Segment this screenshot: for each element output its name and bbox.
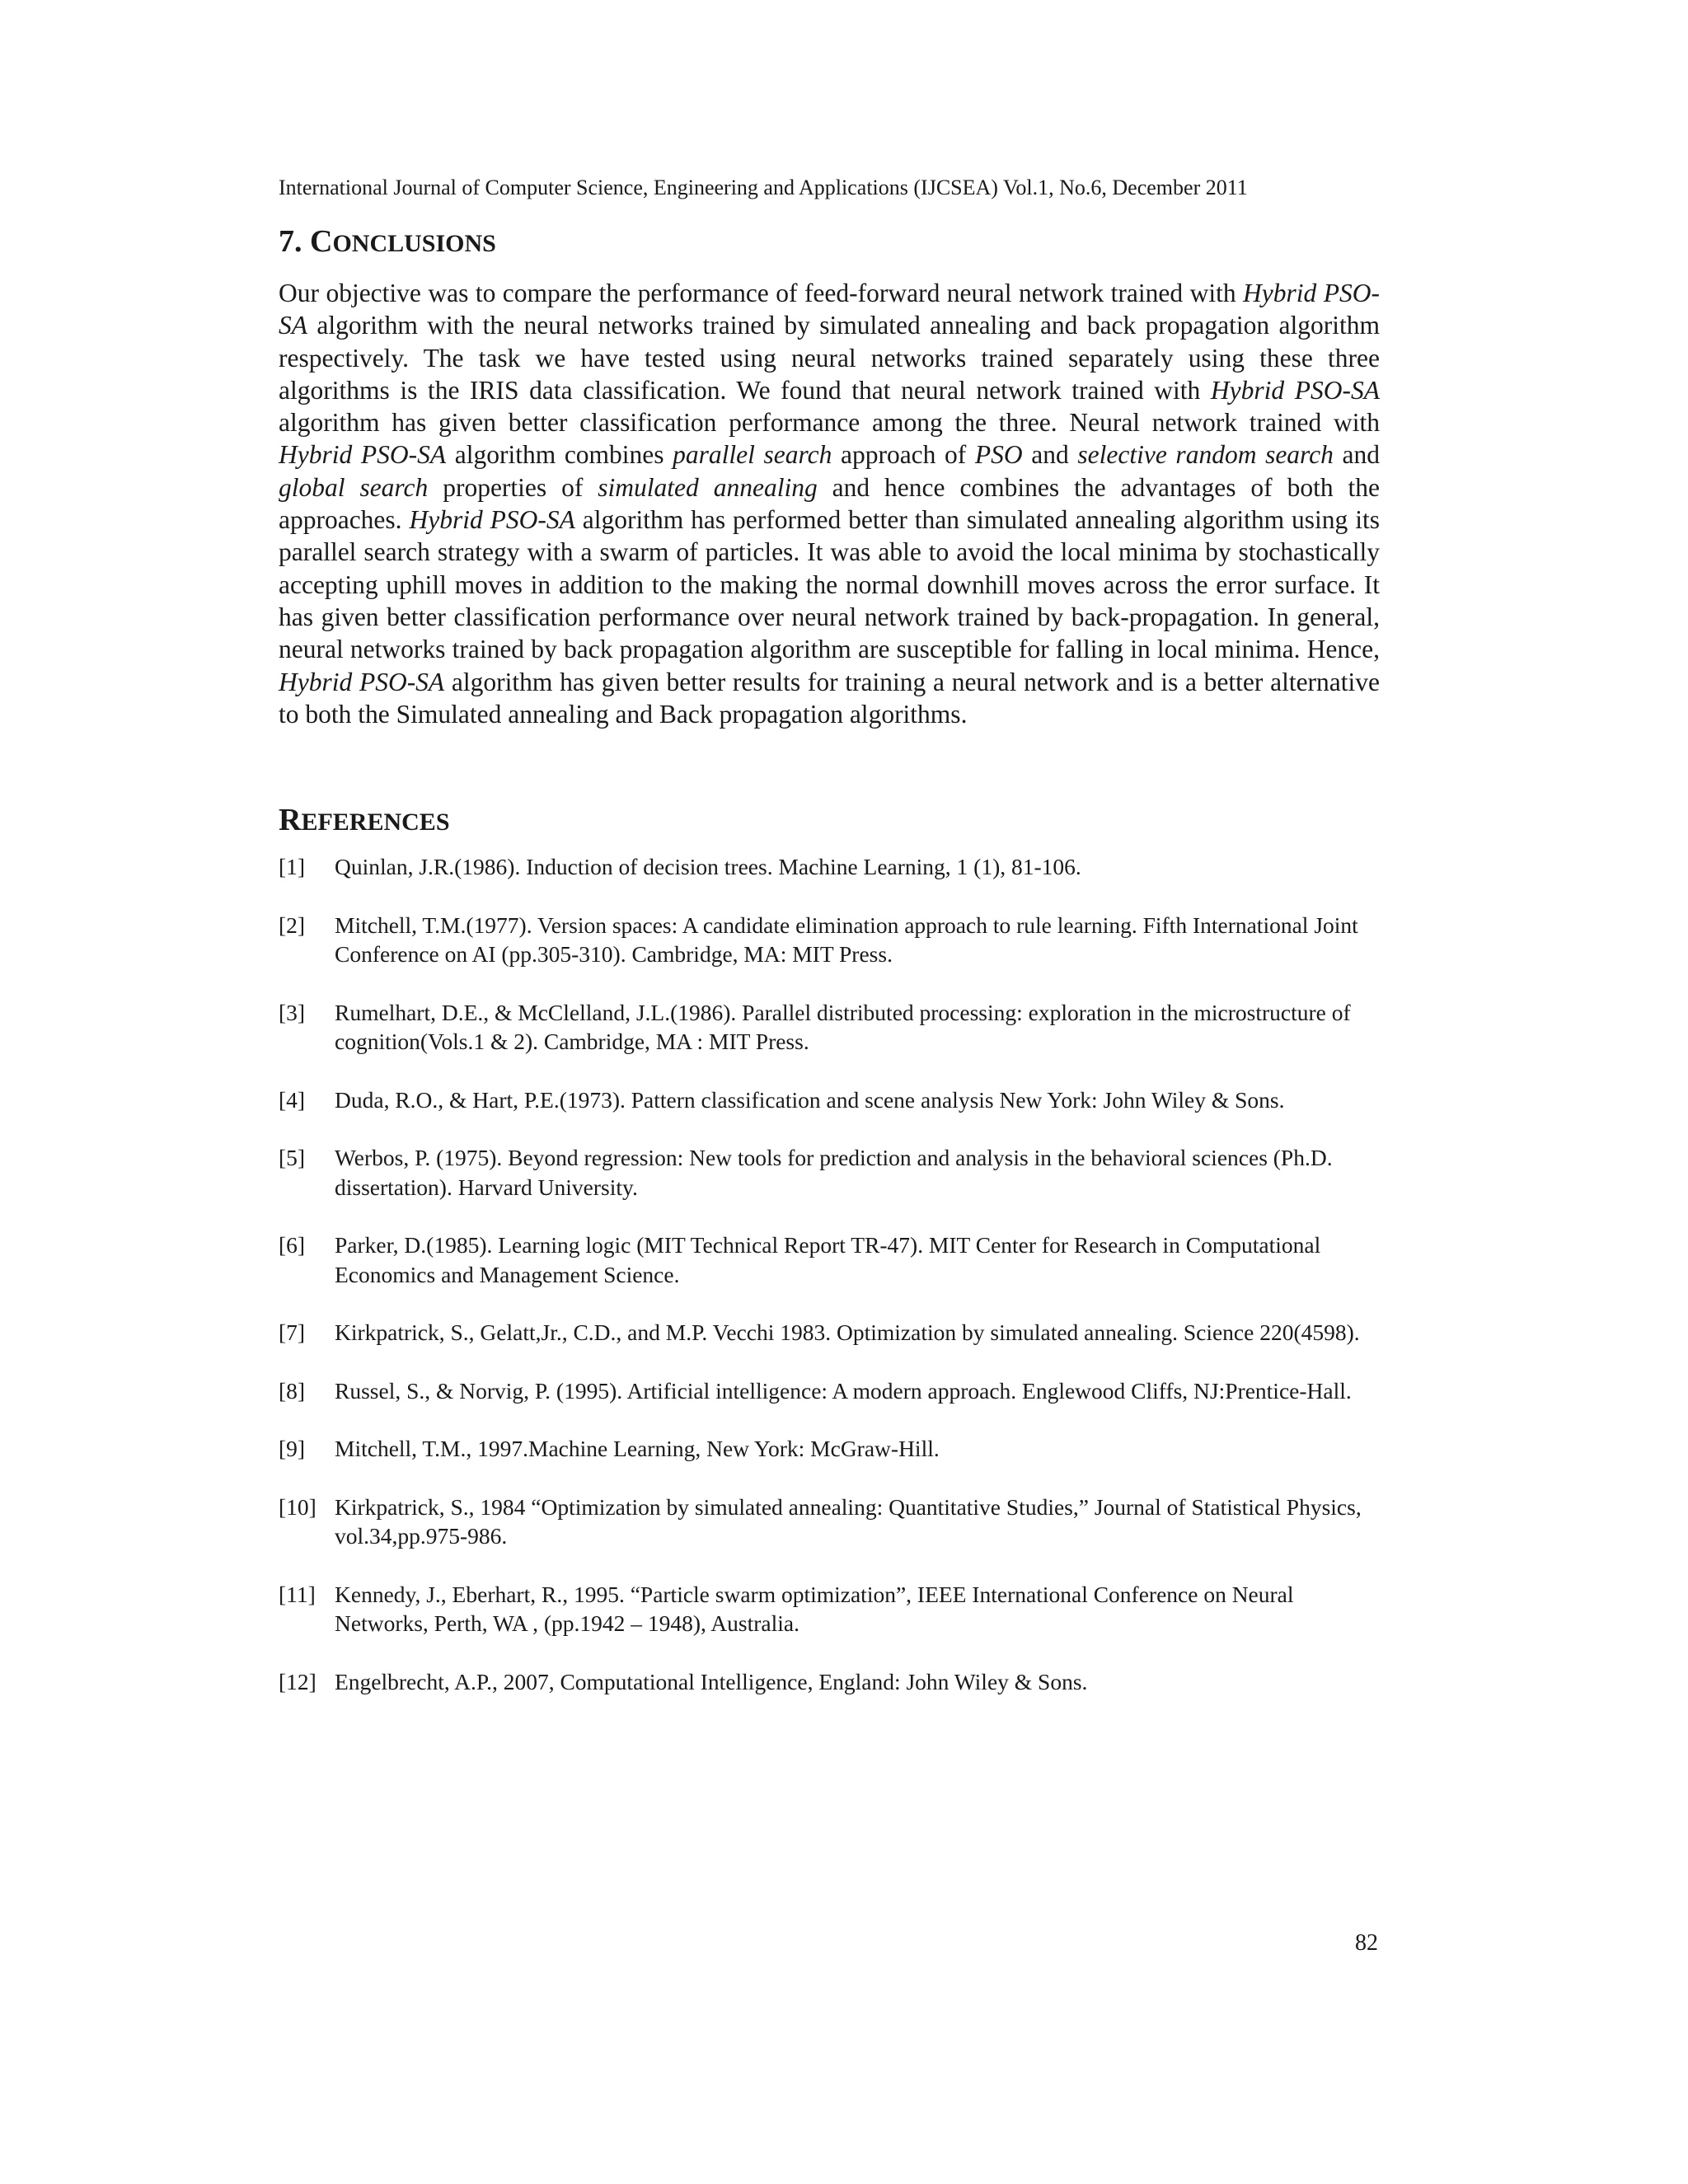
- heading-rest: EFERENCES: [301, 808, 450, 836]
- reference-item: [279, 1493, 1383, 1551]
- body-text: algorithm with the neural networks trained by simulated annealing and back propagation algorithm respectively. The task we have tested using neural networks trained separately using these three algorithms is the IRIS data classification. We found that neural network trained with: [279, 311, 1380, 405]
- italic-term: Hybrid PSO-SA: [279, 667, 445, 696]
- reference-number: [3]: [279, 999, 306, 1025]
- body-text: properties of: [428, 472, 598, 502]
- reference-text: Mitchell, T.M.(1977). Version spaces: A candidate elimination approach to rule learning. Fifth International Joint Conference on AI (pp.305-310). Cambridge, MA: MIT Press.: [335, 912, 1358, 967]
- reference-text: Engelbrecht, A.P., 2007, Computational Intelligence, England: John Wiley & Sons.: [335, 1668, 1088, 1694]
- body-text: algorithm has performed better than simulated annealing algorithm using its parallel search strategy with a swarm of particles. It was able to avoid the local minima by stochastically accepting uphill moves in addition to the making the normal downhill moves across the error surface. It has given better classification performance over neural network trained by back-propagation. In general, neural networks trained by back propagation algorithm are susceptible for falling in local minima. Hence,: [279, 505, 1380, 664]
- body-text: approach of: [832, 440, 975, 470]
- reference-text: Werbos, P. (1975). Beyond regression: New tools for prediction and analysis in the behavioral sciences (Ph.D. dissertation). Harvard University.: [335, 1145, 1333, 1200]
- reference-item: [279, 1434, 1383, 1464]
- reference-text: Kennedy, J., Eberhart, R., 1995. “Particle swarm optimization”, IEEE International Conference on Neural Networks, Perth, WA , (pp.1942 – 1948), Australia.: [335, 1581, 1294, 1636]
- reference-number: [2]: [279, 912, 306, 938]
- italic-term: Hybrid PSO-SA: [279, 279, 1380, 340]
- reference-number: [11]: [279, 1581, 316, 1607]
- reference-item: [279, 1667, 1383, 1697]
- reference-item: [279, 1318, 1383, 1347]
- body-text: and: [1333, 440, 1380, 470]
- heading-rest: ONCLUSIONS: [332, 230, 496, 257]
- reference-number: [10]: [279, 1493, 316, 1520]
- reference-number: [7]: [279, 1319, 306, 1345]
- reference-number: [9]: [279, 1436, 306, 1461]
- references-list: [279, 852, 1383, 1725]
- italic-term: Hybrid PSO-SA: [409, 505, 575, 535]
- reference-number: [8]: [279, 1377, 306, 1404]
- reference-number: [5]: [279, 1145, 306, 1170]
- journal-header: International Journal of Computer Science, Engineering and Applications (IJCSEA) Vol.1, No.6, December 2011: [279, 176, 1248, 199]
- reference-number: [4]: [279, 1086, 306, 1113]
- reference-text: Russel, S., & Norvig, P. (1995). Artificial intelligence: A modern approach. Englewood Cliffs, NJ:Prentice-Hall.: [335, 1377, 1352, 1404]
- italic-term: global search: [279, 472, 429, 502]
- body-text: and hence combines the advantages of both the approaches.: [279, 472, 1380, 535]
- section-number: 7.: [279, 224, 310, 259]
- conclusions-heading: [279, 221, 496, 265]
- italic-term: selective random search: [1077, 440, 1334, 470]
- italic-term: simulated annealing: [598, 472, 818, 502]
- italic-term: Hybrid PSO-SA: [1210, 375, 1380, 405]
- reference-text: Parker, D.(1985). Learning logic (MIT Technical Report TR-47). MIT Center for Research in Computational Economics and Management Science.: [335, 1232, 1321, 1287]
- italic-term: PSO: [974, 440, 1023, 470]
- references-heading: [279, 799, 450, 843]
- reference-text: Kirkpatrick, S., Gelatt,Jr., C.D., and M.P. Vecchi 1983. Optimization by simulated annealing. Science 220(4598).: [335, 1319, 1360, 1345]
- reference-item: [279, 852, 1383, 882]
- body-text: algorithm has given better results for training a neural network and is a better alternative to both the Simulated annealing and Back propagation algorithms.: [279, 667, 1381, 729]
- reference-item: [279, 1085, 1383, 1115]
- body-text: algorithm has given better classification performance among the three. Neural network trained with: [279, 408, 1380, 438]
- reference-number: [6]: [279, 1232, 306, 1258]
- reference-text: Rumelhart, D.E., & McClelland, J.L.(1986). Parallel distributed processing: exploration in the microstructure of cognition(Vols.1 & 2). Cambridge, MA : MIT Press.: [335, 999, 1351, 1054]
- reference-text: Mitchell, T.M., 1997.Machine Learning, New York: McGraw-Hill.: [335, 1436, 940, 1461]
- body-text: Our objective was to compare the performance of feed-forward neural network trained with: [279, 279, 1244, 307]
- body-text: algorithm combines: [446, 440, 673, 470]
- reference-item: [279, 911, 1383, 969]
- heading-initial: C: [310, 224, 333, 259]
- heading-initial: R: [279, 803, 302, 837]
- reference-item: [279, 1376, 1383, 1406]
- italic-term: parallel search: [673, 440, 832, 470]
- reference-item: [279, 1230, 1383, 1289]
- conclusions-paragraph: [279, 277, 1380, 730]
- reference-item: [279, 998, 1383, 1057]
- reference-text: Quinlan, J.R.(1986). Induction of decision trees. Machine Learning, 1 (1), 81-106.: [335, 854, 1081, 879]
- italic-term: Hybrid PSO-SA: [279, 440, 447, 470]
- reference-text: Kirkpatrick, S., 1984 “Optimization by simulated annealing: Quantitative Studies,” Journal of Statistical Physics, vol.34,pp.975-986.: [335, 1493, 1362, 1549]
- reference-item: [279, 1143, 1383, 1202]
- reference-item: [279, 1580, 1383, 1638]
- page-number: 82: [1355, 1930, 1378, 1956]
- body-text: and: [1022, 440, 1078, 470]
- reference-number: [12]: [279, 1668, 316, 1694]
- reference-text: Duda, R.O., & Hart, P.E.(1973). Pattern classification and scene analysis New York: John Wiley & Sons.: [335, 1086, 1285, 1113]
- reference-number: [1]: [279, 854, 306, 879]
